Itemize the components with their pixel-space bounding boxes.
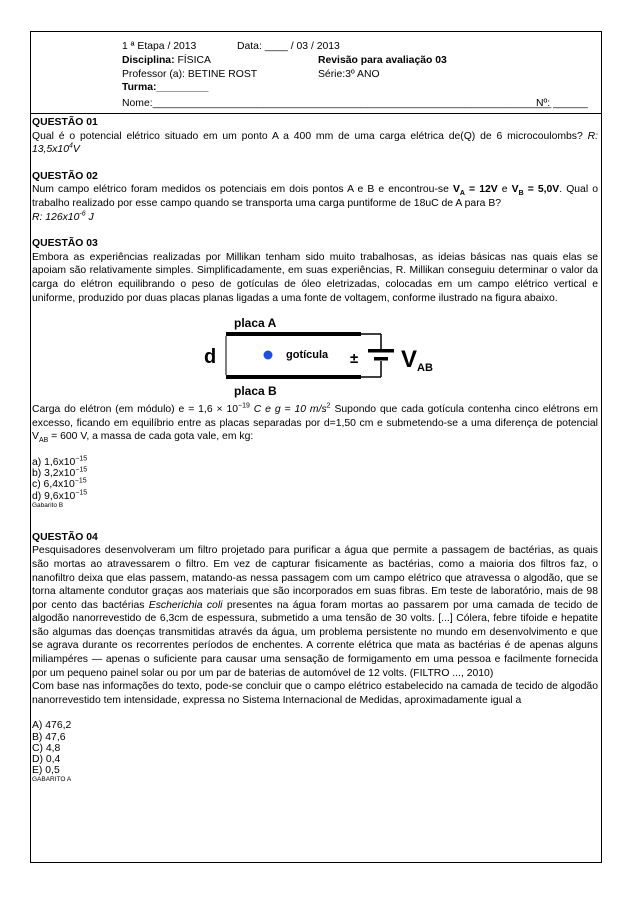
q2-vb <box>511 184 560 198</box>
q3-text2-sub: AB <box>38 437 49 445</box>
q2-va-value: = 12V <box>464 184 498 196</box>
q4-question: Com base nas informações do texto, pode-se concluir que o campo elétrico estabelecido na camada de tecido de algodão nanorrevestido tem intensidade, expressa no Sistema Internacional de Medidas, aproximadamente igual a <box>32 681 598 706</box>
header-professor: Professor (a): BETINE ROST <box>122 69 258 80</box>
header-data: Data: ____ / 03 / 2013 <box>237 41 340 52</box>
q3-option-a-base: a) 1,6x10 <box>32 456 76 468</box>
header-disciplina <box>122 54 211 67</box>
q3-text2-exp1: −19 <box>238 402 250 410</box>
disciplina-value: FÍSICA <box>177 55 211 66</box>
q3-option-c <box>32 479 598 490</box>
q4-text <box>32 544 598 680</box>
q3-text: Embora as experiências realizadas por Millikan tenham sido muito trabalhosas, as ideias básicas nas quais elas se apoiam são relativamente simples. Simplificadamente, em suas experiências, R. Millikan conseguiu determinar o valor da carga do elétron equilibrando o peso de gotículas de óleo eletrizadas, colocadas em um campo elétrico vertical e uniforme, produzido por duas placas planas ligadas a uma fonte de voltagem, conforme ilustrado na figura abaixo. <box>32 251 598 304</box>
q3-title: QUESTÃO 03 <box>32 238 98 250</box>
q2-statement-b: . Qual o trabalho realizado por esse campo quando se transporta uma carga puntiforme de 18uC de A para B? <box>32 184 598 209</box>
q2-and: e <box>497 184 512 196</box>
q3-text2 <box>32 403 598 444</box>
q1-text <box>32 130 598 157</box>
disciplina-label: Disciplina: <box>122 55 175 66</box>
spacer <box>32 444 598 457</box>
q4-option-c: C) 4,8 <box>32 742 61 754</box>
q4-text-b: presentes na água foram mortas ao passarem por uma camada de tecido de algodão nanorrevestido de 6,3cm de espessura, submetido a uma tensão de 30 volts. [...] Cólera, febre tifoide e hepatite são algumas das doenças transmitidas através da água, um problema persistente no mundo em desenvolvimento e que se agrava durante os recorrentes períodos de enchentes. A corrente elétrica que mata as bactérias é de apenas alguns miliampéres — apenas o suficiente para causar uma sensação de formigamento em uma pessoa e facilmente fornecida por um pequeno painel solar ou por um par de baterias de automóvel de 12 volts. (FILTRO ..., 2010) <box>32 599 598 679</box>
plate-b <box>226 375 361 379</box>
q3-option-b-base: b) 3,2x10 <box>32 468 76 480</box>
header-numero: Nº: ______ <box>536 98 588 109</box>
q3-option-d <box>32 491 598 502</box>
q3-gabarito: Gabarito B <box>32 501 64 509</box>
q1-answer-prefix: R: <box>587 130 599 142</box>
q3-option-d-exp: −15 <box>75 489 88 497</box>
vab-label <box>401 346 433 374</box>
q3-option-a <box>32 457 598 468</box>
q3-option-d-base: d) 9,6x10 <box>32 490 76 502</box>
exam-content <box>32 116 598 783</box>
q1-answer-unit: V <box>72 144 80 156</box>
q4-title: QUESTÃO 04 <box>32 531 98 543</box>
spacer <box>32 707 598 720</box>
spacer <box>32 509 598 531</box>
header-turma: Turma:_________ <box>122 82 209 93</box>
droplet-icon <box>264 351 273 360</box>
q2-statement-a: Num campo elétrico foram medidos os potenciais em dois pontos A e B e encontrou-se <box>32 184 449 196</box>
q4-option-e: E) 0,5 <box>32 765 60 777</box>
q3-text2-a: Carga do elétron (em módulo) e = 1,6 × 10 <box>32 404 239 416</box>
q3-text2-d: = 600 V, a massa de cada gota vale, em kg: <box>48 431 254 443</box>
spacer <box>32 224 598 237</box>
header-rule <box>30 113 602 114</box>
plate-a <box>226 332 361 336</box>
q2-va-sub: A <box>459 190 465 198</box>
droplet-label: gotícula <box>286 349 329 362</box>
spacer <box>32 157 598 170</box>
q3-option-c-base: c) 6,4x10 <box>32 479 75 491</box>
q4-options <box>32 720 598 776</box>
q4-text-italic: Escherichia coli <box>148 599 223 611</box>
q4-option-a: A) 476,2 <box>32 720 72 732</box>
header-serie: Série:3º ANO <box>318 69 380 80</box>
q3-text2-exp2: 2 <box>326 402 331 410</box>
q2-title: QUESTÃO 02 <box>32 170 98 182</box>
q4-text-a: Pesquisadores desenvolveram um filtro projetado para purificar a água que permite a passagem de bactérias, as quais são mortas ao atravessarem o filtro. Em vez de capturar fisicamente as bactérias, como a maioria dos filtros faz, o nanofiltro deixa que elas passem, matando-as nessa passagem com um campo elétrico que atravessa o algodão, que se torna altamente condutor graças aos materiais que são incorporados em suas fibras. Em teste de laboratório, mais de 98 por cento das bactérias <box>32 545 598 611</box>
q1-answer-exp: 4 <box>68 142 73 150</box>
q3-option-a-exp: −15 <box>75 455 88 463</box>
q3-text2-c: Supondo que cada gotícula contenha cinco elétrons em excesso, ficando em equilíbrio entre as placas separadas por d=1,50 cm e submetendo-se a uma diferença de potencial V <box>32 404 598 443</box>
plate-b-label: placa B <box>234 384 277 399</box>
q3-option-b-exp: −15 <box>75 466 88 474</box>
q1-statement: Qual é o potencial elétrico situado em um ponto A a 400 mm de uma carga elétrica de(Q) de 6 microcoulombs? <box>32 130 583 142</box>
battery-long-plate <box>368 349 394 353</box>
q3-text2-b: C e g = 10 m/s <box>249 404 327 416</box>
q1-title: QUESTÃO 01 <box>32 117 98 128</box>
q2-answer <box>32 211 598 225</box>
q1-answer-base: 13,5x10 <box>32 144 69 156</box>
q2-vb-sub: B <box>518 190 524 198</box>
battery-short-plate <box>374 357 388 361</box>
vab-sub: AB <box>417 362 433 375</box>
q2-va <box>452 184 498 198</box>
q2-answer-base: R: 126x10 <box>32 211 80 223</box>
q3-option-b <box>32 468 598 479</box>
q2-answer-unit: J <box>88 211 94 223</box>
q4-option-b: B) 47,6 <box>32 731 66 743</box>
q2-va-symbol: V <box>452 184 460 196</box>
q2-text <box>32 183 598 210</box>
q2-vb-value: = 5,0V <box>523 184 560 196</box>
header-etapa: 1 ª Etapa / 2013 <box>122 41 197 52</box>
d-label: d <box>204 346 217 369</box>
header-nome: Nome:_____________________________________________________________________ <box>122 98 552 109</box>
plus-minus-sign: ± <box>350 350 359 368</box>
plate-a-label: placa A <box>234 316 277 331</box>
millikan-figure <box>32 305 598 403</box>
q4-gabarito: GABARITO A <box>32 776 72 784</box>
q2-vb-symbol: V <box>511 184 519 196</box>
q3-option-c-exp: −15 <box>74 477 87 485</box>
q3-options <box>32 457 598 502</box>
q2-answer-exp: -6 <box>79 210 86 218</box>
header-revisao: Revisão para avaliação 03 <box>318 55 447 66</box>
q4-option-d: D) 0,4 <box>32 754 61 766</box>
vab-v: V <box>401 346 418 374</box>
